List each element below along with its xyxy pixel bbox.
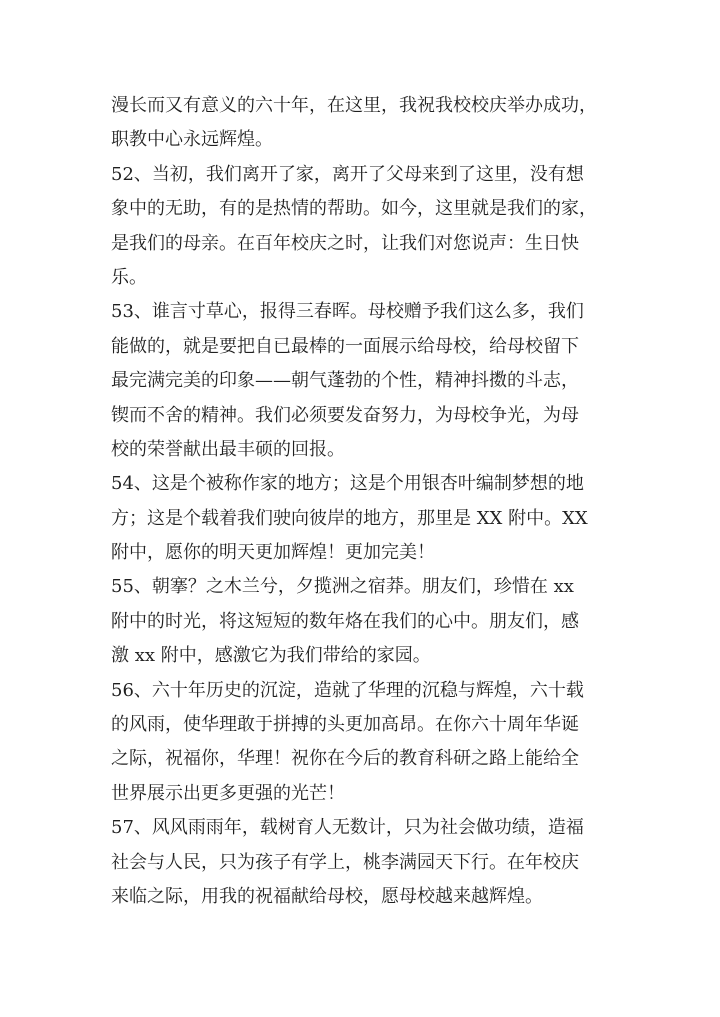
- text-line: 校的荣誉献出最丰硕的回报。: [111, 438, 345, 460]
- document-body: [111, 89, 615, 914]
- text-line: 之际，祝福你，华理！祝你在今后的教育科研之路上能给全: [111, 748, 579, 770]
- text-line: 55、朝搴？之木兰兮，夕揽洲之宿莽。朋友们，珍惜在 xx: [111, 576, 574, 598]
- text-line: 54、这是个被称作家的地方；这是个用银杏叶编制梦想的地: [111, 473, 584, 495]
- text-line: 激 xx 附中，感激它为我们带给的家园。: [111, 645, 431, 667]
- text-line: 职教中心永远辉煌。: [111, 129, 273, 151]
- text-line: 社会与人民，只为孩子有学上，桃李满园天下行。在年校庆: [111, 851, 579, 873]
- text-line: 最完满完美的印象——朝气蓬勃的个性，精神抖擞的斗志，: [111, 370, 579, 392]
- text-line: 的风雨，使华理敢于拼搏的头更加高昂。在你六十周年华诞: [111, 714, 579, 736]
- text-line: 象中的无助，有的是热情的帮助。如今，这里就是我们的家，: [111, 198, 597, 220]
- text-line: 乐。: [111, 266, 147, 288]
- text-line: 方；这是个载着我们驶向彼岸的地方，那里是 XX 附中。XX: [111, 507, 588, 529]
- text-line: 锲而不舍的精神。我们必须要发奋努力，为母校争光，为母: [111, 404, 579, 426]
- text-line: 56、六十年历史的沉淀，造就了华理的沉稳与辉煌，六十载: [111, 679, 584, 701]
- text-line: 附中，愿你的明天更加辉煌！更加完美！: [111, 542, 435, 564]
- text-line: 57、风风雨雨年，载树育人无数计，只为社会做功绩，造福: [111, 817, 584, 839]
- text-line: 来临之际，用我的祝福献给母校，愿母校越来越辉煌。: [111, 885, 543, 907]
- text-line: 世界展示出更多更强的光芒！: [111, 782, 345, 804]
- text-line: 漫长而又有意义的六十年，在这里，我祝我校校庆举办成功，: [111, 95, 597, 116]
- text-line: 52、当初，我们离开了家，离开了父母来到了这里，没有想: [111, 163, 584, 185]
- text-line: 能做的，就是要把自已最棒的一面展示给母校，给母校留下: [111, 335, 579, 357]
- text-line: 53、谁言寸草心，报得三春晖。母校赠予我们这么多，我们: [111, 301, 584, 323]
- text-line: 附中的时光，将这短短的数年烙在我们的心中。朋友们，感: [111, 610, 579, 632]
- text-line: 是我们的母亲。在百年校庆之时，让我们对您说声：生日快: [111, 232, 579, 254]
